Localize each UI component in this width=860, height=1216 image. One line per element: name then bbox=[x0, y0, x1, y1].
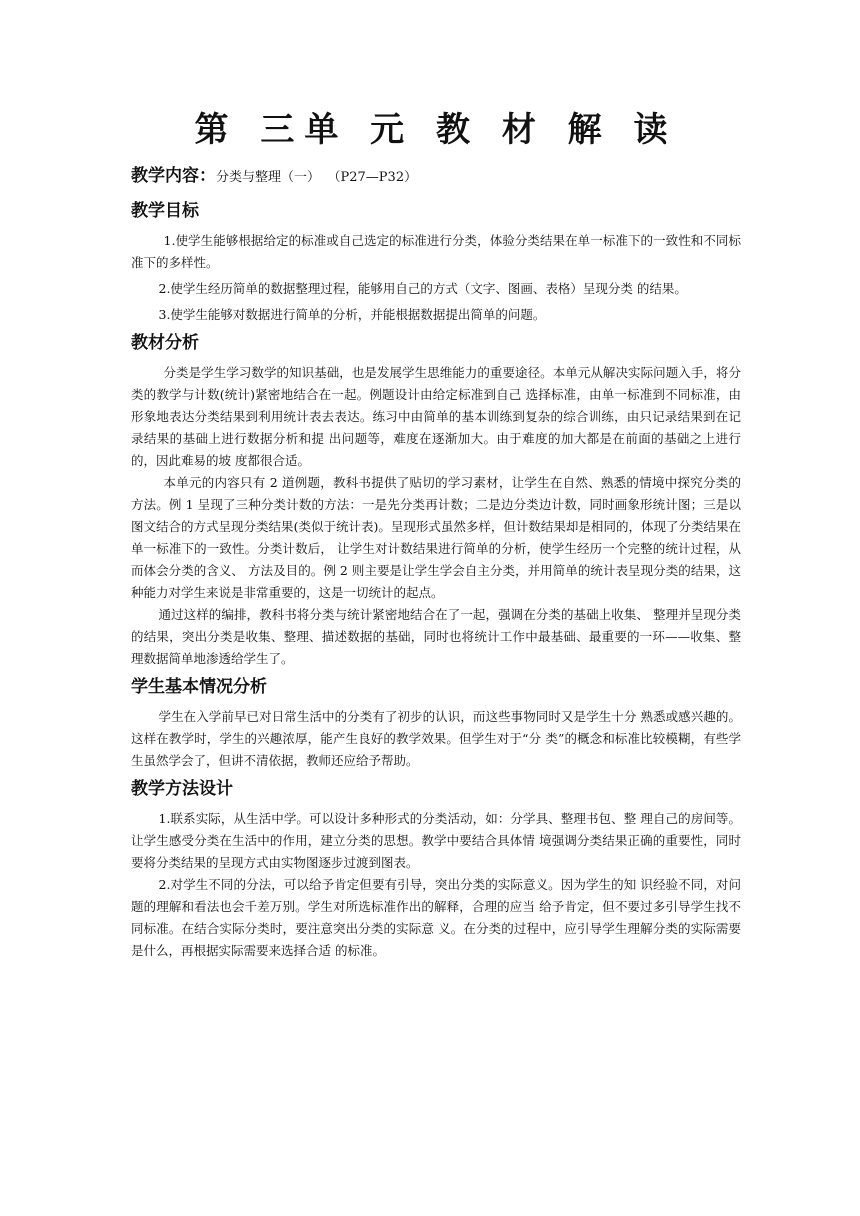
page-title: 第 三单 元 教 材 解 读 bbox=[194, 110, 678, 150]
teaching-content-label: 教学内容： bbox=[131, 166, 216, 186]
student-paragraph-1: 学生在入学前早已对日常生活中的分类有了初步的认识，而这些事物同时又是学生十分 熟悉或感兴趣的。这样在教学时，学生的兴趣浓厚，能产生良好的教学效果。但学生对于“分 类”的概念和标准比较模糊，有些学生虽然学会了，但讲不清依据，教师还应给予帮助。 bbox=[131, 709, 741, 768]
teaching-content-value: 分类与整理（一） bbox=[216, 170, 321, 185]
document-page bbox=[131, 100, 741, 962]
teaching-content-pages: （P27—P32） bbox=[334, 170, 418, 185]
objective-item-3: 3.使学生能够对数据进行简单的分析，并能根据数据提出简单的问题。 bbox=[158, 307, 546, 322]
method-design-heading: 教学方法设计 bbox=[131, 779, 233, 799]
material-paragraph-2: 本单元的内容只有 2 道例题，教科书提供了贴切的学习素材，让学生在自然、熟悉的情境中探究分类的方法。例 1 呈现了三种分类计数的方法：一是先分类再计数；二是边分类边计数，同时画象形统计图；三是以图文结合的方式呈现分类结果(类似于统计表)。呈现形式虽然多样，但计数结果却是相同的，体现了分类结果在单一标准下的一致性。分类计数后， 让学生对计数结果进行简单的分析，使学生经历一个完整的统计过程，从而体会分类的含义、 方法及目的。例 2 则主要是让学生学会自主分类，并用简单的统计表呈现分类的结果，这种能力对学生来说是非常重要的，这是一切统计的起点。 bbox=[131, 475, 741, 600]
objective-item-1: 1.使学生能够根据给定的标准或自己选定的标准进行分类，体验分类结果在单一标准下的一致性和不同标准下的多样性。 bbox=[131, 233, 741, 270]
method-paragraph-1: 1.联系实际，从生活中学。可以设计多种形式的分类活动，如：分学具、整理书包、整 理自己的房间等。让学生感受分类在生活中的作用，建立分类的思想。教学中要结合具体情 境强调分类结果正确的重要性，同时要将分类结果的呈现方式由实物图逐步过渡到图表。 bbox=[131, 811, 741, 870]
material-analysis-heading: 教材分析 bbox=[131, 333, 199, 353]
material-paragraph-3: 通过这样的编排，教科书将分类与统计紧密地结合在了一起，强调在分类的基础上收集、 整理并呈现分类的结果，突出分类是收集、整理、描述数据的基础，同时也将统计工作中最基础、最重要的一环——收集、整理数据简单地渗透给学生了。 bbox=[131, 607, 741, 666]
teaching-content-line bbox=[131, 164, 741, 190]
objectives-heading: 教学目标 bbox=[131, 201, 199, 221]
method-paragraph-2: 2.对学生不同的分法，可以给予肯定但要有引导，突出分类的实际意义。因为学生的知 识经验不同，对问题的理解和看法也会千差万别。学生对所选标准作出的解释，合理的应当 给予肯定，但不要过多引导学生找不同标准。在结合实际分类时，要注意突出分类的实际意 义。在分类的过程中，应引导学生理解分类的实际需要是什么，再根据实际需要来选择合适 的标准。 bbox=[131, 877, 741, 958]
objective-item-2: 2.使学生经历简单的数据整理过程，能够用自己的方式（文字、图画、表格）呈现分类 的结果。 bbox=[158, 281, 687, 296]
student-analysis-heading: 学生基本情况分析 bbox=[131, 677, 267, 697]
material-paragraph-1: 分类是学生学习数学的知识基础，也是发展学生思维能力的重要途径。本单元从解决实际问题入手，将分类的教学与计数(统计)紧密地结合在一起。例题设计由给定标准到自己 选择标准，由单一标准到不同标准，由形象地表达分类结果到利用统计表去表达。练习中由简单的基本训练到复杂的综合训练，由只记录结果到在记录结果的基础上进行数据分析和提 出问题等，难度在逐渐加大。由于难度的加大都是在前面的基础之上进行的，因此难易的坡 度都很合适。 bbox=[131, 365, 741, 468]
